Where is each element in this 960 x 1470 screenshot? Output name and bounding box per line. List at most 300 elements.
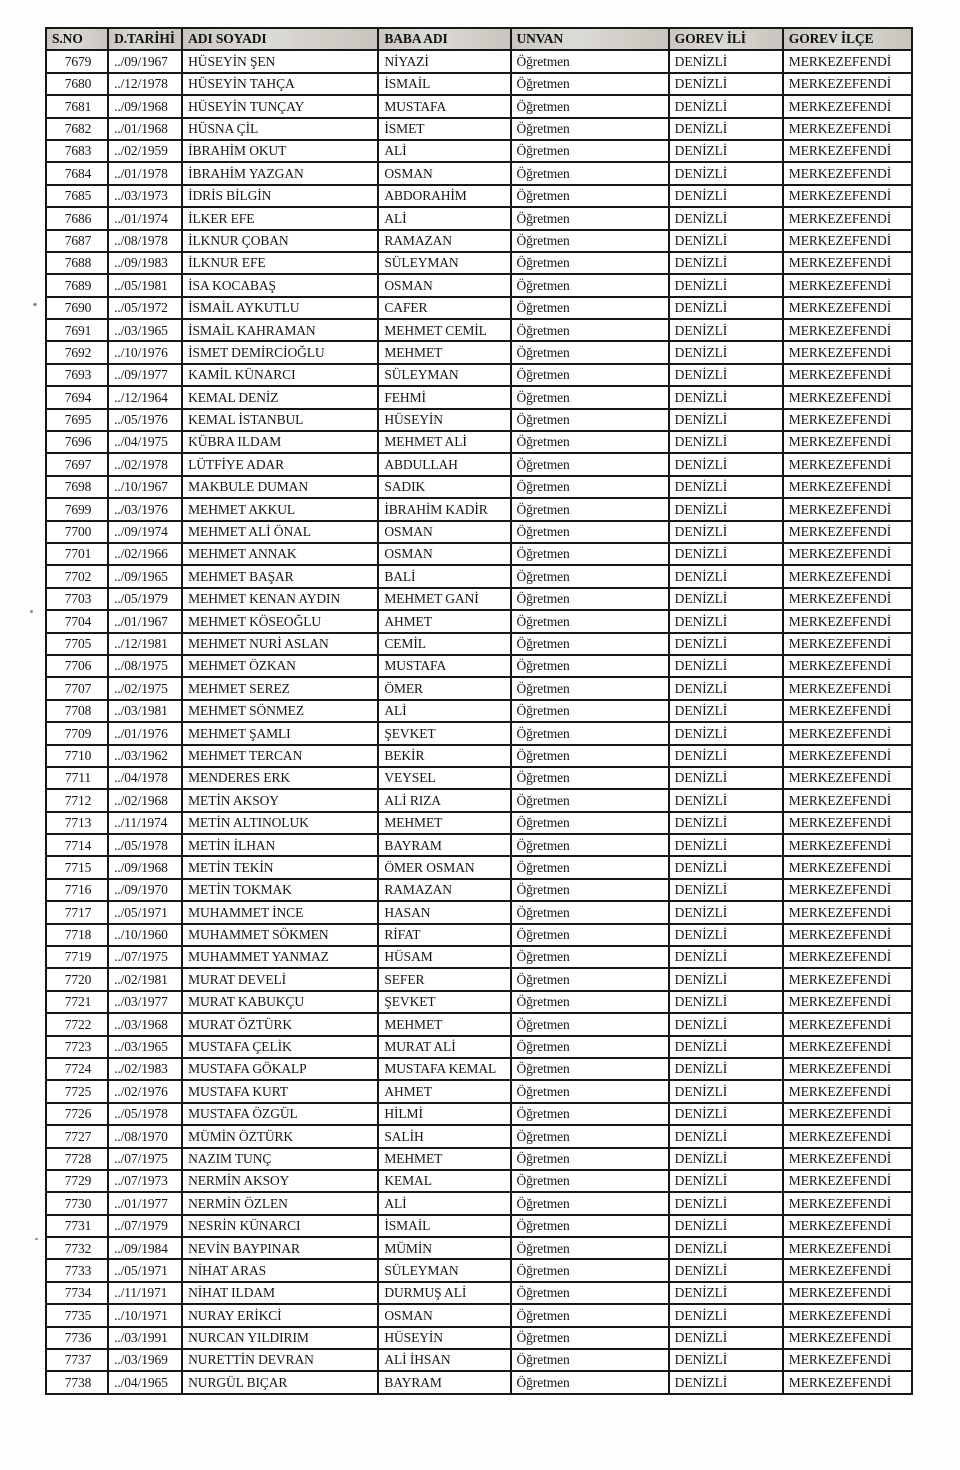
cell-baba_adi: HÜSEYİN [378,1327,510,1349]
cell-gorev_ili: DENİZLİ [669,364,783,386]
cell-dtarihi: ../08/1978 [108,230,182,252]
cell-baba_adi: RİFAT [378,924,510,946]
cell-adi_soyadi: HÜSEYİN TAHÇA [182,73,378,95]
cell-gorev_ili: DENİZLİ [669,140,783,162]
cell-adi_soyadi: MUSTAFA GÖKALP [182,1058,378,1080]
cell-unvan: Öğretmen [511,207,669,229]
cell-unvan: Öğretmen [511,633,669,655]
cell-unvan: Öğretmen [511,476,669,498]
cell-unvan: Öğretmen [511,677,669,699]
cell-gorev_ilce: MERKEZEFENDİ [783,476,912,498]
cell-gorev_ilce: MERKEZEFENDİ [783,610,912,632]
cell-gorev_ili: DENİZLİ [669,1304,783,1326]
cell-unvan: Öğretmen [511,386,669,408]
cell-unvan: Öğretmen [511,1170,669,1192]
cell-sno: 7704 [46,610,108,632]
cell-dtarihi: ../04/1965 [108,1371,182,1393]
cell-unvan: Öğretmen [511,1282,669,1304]
cell-gorev_ili: DENİZLİ [669,1013,783,1035]
table-row [46,498,912,520]
cell-gorev_ili: DENİZLİ [669,207,783,229]
cell-baba_adi: İSMET [378,118,510,140]
table-row [46,1148,912,1170]
cell-adi_soyadi: MEHMET AKKUL [182,498,378,520]
cell-gorev_ili: DENİZLİ [669,1058,783,1080]
table-row [46,50,912,72]
cell-adi_soyadi: MAKBULE DUMAN [182,476,378,498]
cell-gorev_ili: DENİZLİ [669,1170,783,1192]
table-row [46,1103,912,1125]
cell-dtarihi: ../03/1981 [108,700,182,722]
cell-sno: 7716 [46,879,108,901]
cell-sno: 7689 [46,274,108,296]
cell-sno: 7710 [46,745,108,767]
cell-adi_soyadi: NURCAN YILDIRIM [182,1327,378,1349]
cell-sno: 7718 [46,924,108,946]
cell-baba_adi: OSMAN [378,543,510,565]
cell-dtarihi: ../02/1976 [108,1080,182,1102]
cell-gorev_ili: DENİZLİ [669,633,783,655]
cell-dtarihi: ../03/1977 [108,991,182,1013]
cell-dtarihi: ../09/1965 [108,565,182,587]
cell-baba_adi: MUSTAFA KEMAL [378,1058,510,1080]
cell-gorev_ili: DENİZLİ [669,1125,783,1147]
column-header-gorev_ili: GOREV İLİ [669,28,783,50]
table-row [46,118,912,140]
cell-gorev_ili: DENİZLİ [669,1192,783,1214]
cell-adi_soyadi: MEHMET ŞAMLI [182,722,378,744]
cell-unvan: Öğretmen [511,856,669,878]
cell-gorev_ilce: MERKEZEFENDİ [783,50,912,72]
cell-unvan: Öğretmen [511,655,669,677]
cell-adi_soyadi: İBRAHİM YAZGAN [182,162,378,184]
table-row [46,834,912,856]
cell-baba_adi: ŞEVKET [378,722,510,744]
cell-gorev_ilce: MERKEZEFENDİ [783,319,912,341]
cell-gorev_ilce: MERKEZEFENDİ [783,140,912,162]
cell-baba_adi: MEHMET [378,1013,510,1035]
table-row [46,700,912,722]
cell-gorev_ili: DENİZLİ [669,767,783,789]
cell-unvan: Öğretmen [511,1237,669,1259]
cell-baba_adi: RAMAZAN [378,879,510,901]
cell-gorev_ilce: MERKEZEFENDİ [783,1215,912,1237]
cell-unvan: Öğretmen [511,1304,669,1326]
cell-adi_soyadi: NİHAT ARAS [182,1259,378,1281]
cell-dtarihi: ../11/1974 [108,812,182,834]
cell-baba_adi: OSMAN [378,274,510,296]
cell-adi_soyadi: İSMAİL KAHRAMAN [182,319,378,341]
cell-adi_soyadi: MEHMET SÖNMEZ [182,700,378,722]
table-row [46,341,912,363]
cell-adi_soyadi: HÜSNA ÇİL [182,118,378,140]
cell-baba_adi: İSMAİL [378,1215,510,1237]
cell-gorev_ili: DENİZLİ [669,95,783,117]
cell-gorev_ilce: MERKEZEFENDİ [783,1080,912,1102]
cell-gorev_ili: DENİZLİ [669,230,783,252]
cell-adi_soyadi: İLKER EFE [182,207,378,229]
cell-sno: 7687 [46,230,108,252]
cell-unvan: Öğretmen [511,991,669,1013]
column-header-dtarihi: D.TARİHİ [108,28,182,50]
cell-unvan: Öğretmen [511,1215,669,1237]
cell-gorev_ili: DENİZLİ [669,274,783,296]
table-row [46,1080,912,1102]
table-row [46,476,912,498]
cell-baba_adi: ŞEVKET [378,991,510,1013]
cell-baba_adi: HÜSAM [378,946,510,968]
cell-sno: 7737 [46,1349,108,1371]
cell-gorev_ili: DENİZLİ [669,789,783,811]
cell-dtarihi: ../10/1971 [108,1304,182,1326]
cell-gorev_ilce: MERKEZEFENDİ [783,677,912,699]
cell-dtarihi: ../08/1970 [108,1125,182,1147]
table-row [46,633,912,655]
table-row [46,162,912,184]
cell-sno: 7698 [46,476,108,498]
cell-sno: 7694 [46,386,108,408]
cell-unvan: Öğretmen [511,812,669,834]
scan-artifact [33,303,37,306]
cell-dtarihi: ../02/1968 [108,789,182,811]
cell-sno: 7712 [46,789,108,811]
cell-gorev_ilce: MERKEZEFENDİ [783,1282,912,1304]
cell-gorev_ili: DENİZLİ [669,453,783,475]
table-row [46,543,912,565]
table-row [46,1058,912,1080]
cell-unvan: Öğretmen [511,498,669,520]
cell-gorev_ilce: MERKEZEFENDİ [783,700,912,722]
cell-sno: 7700 [46,521,108,543]
cell-baba_adi: ALİ [378,700,510,722]
cell-gorev_ili: DENİZLİ [669,319,783,341]
cell-unvan: Öğretmen [511,1371,669,1393]
cell-dtarihi: ../09/1967 [108,50,182,72]
cell-sno: 7724 [46,1058,108,1080]
cell-gorev_ili: DENİZLİ [669,431,783,453]
cell-baba_adi: ALİ [378,207,510,229]
cell-gorev_ilce: MERKEZEFENDİ [783,789,912,811]
cell-adi_soyadi: İBRAHİM OKUT [182,140,378,162]
table-row [46,1349,912,1371]
cell-gorev_ili: DENİZLİ [669,73,783,95]
cell-baba_adi: MUSTAFA [378,95,510,117]
cell-sno: 7717 [46,901,108,923]
cell-sno: 7699 [46,498,108,520]
cell-dtarihi: ../07/1975 [108,1148,182,1170]
table-row [46,1192,912,1214]
cell-gorev_ili: DENİZLİ [669,655,783,677]
cell-sno: 7690 [46,297,108,319]
cell-unvan: Öğretmen [511,1013,669,1035]
table-row [46,95,912,117]
table-header [46,28,912,50]
cell-gorev_ili: DENİZLİ [669,722,783,744]
cell-gorev_ilce: MERKEZEFENDİ [783,655,912,677]
cell-dtarihi: ../09/1970 [108,879,182,901]
cell-unvan: Öğretmen [511,767,669,789]
cell-gorev_ilce: MERKEZEFENDİ [783,1013,912,1035]
cell-gorev_ilce: MERKEZEFENDİ [783,1103,912,1125]
cell-gorev_ili: DENİZLİ [669,991,783,1013]
cell-baba_adi: MUSTAFA [378,655,510,677]
table-row [46,812,912,834]
cell-gorev_ili: DENİZLİ [669,50,783,72]
cell-adi_soyadi: NİHAT ILDAM [182,1282,378,1304]
cell-baba_adi: MEHMET GANİ [378,588,510,610]
cell-adi_soyadi: NESRİN KÜNARCI [182,1215,378,1237]
cell-gorev_ilce: MERKEZEFENDİ [783,588,912,610]
cell-adi_soyadi: İLKNUR ÇOBAN [182,230,378,252]
cell-dtarihi: ../03/1962 [108,745,182,767]
cell-dtarihi: ../04/1978 [108,767,182,789]
table-row [46,274,912,296]
cell-sno: 7680 [46,73,108,95]
cell-sno: 7683 [46,140,108,162]
cell-baba_adi: ÖMER [378,677,510,699]
cell-gorev_ilce: MERKEZEFENDİ [783,498,912,520]
cell-unvan: Öğretmen [511,140,669,162]
cell-sno: 7733 [46,1259,108,1281]
table-row [46,745,912,767]
cell-sno: 7681 [46,95,108,117]
cell-dtarihi: ../02/1959 [108,140,182,162]
cell-sno: 7685 [46,185,108,207]
cell-baba_adi: SALİH [378,1125,510,1147]
cell-unvan: Öğretmen [511,1103,669,1125]
table-row [46,252,912,274]
cell-dtarihi: ../01/1967 [108,610,182,632]
cell-baba_adi: KEMAL [378,1170,510,1192]
cell-dtarihi: ../12/1964 [108,386,182,408]
cell-gorev_ili: DENİZLİ [669,162,783,184]
cell-gorev_ilce: MERKEZEFENDİ [783,1170,912,1192]
cell-dtarihi: ../03/1968 [108,1013,182,1035]
cell-gorev_ilce: MERKEZEFENDİ [783,1036,912,1058]
cell-gorev_ili: DENİZLİ [669,1215,783,1237]
cell-baba_adi: ABDORAHİM [378,185,510,207]
table-row [46,1327,912,1349]
table-row [46,1125,912,1147]
cell-dtarihi: ../05/1979 [108,588,182,610]
cell-sno: 7696 [46,431,108,453]
cell-dtarihi: ../10/1960 [108,924,182,946]
cell-sno: 7702 [46,565,108,587]
cell-gorev_ili: DENİZLİ [669,185,783,207]
cell-gorev_ilce: MERKEZEFENDİ [783,1304,912,1326]
cell-gorev_ilce: MERKEZEFENDİ [783,386,912,408]
cell-dtarihi: ../09/1983 [108,252,182,274]
cell-gorev_ilce: MERKEZEFENDİ [783,1237,912,1259]
cell-baba_adi: AHMET [378,1080,510,1102]
cell-adi_soyadi: KEMAL DENİZ [182,386,378,408]
cell-gorev_ilce: MERKEZEFENDİ [783,230,912,252]
cell-gorev_ilce: MERKEZEFENDİ [783,364,912,386]
cell-unvan: Öğretmen [511,341,669,363]
cell-dtarihi: ../03/1969 [108,1349,182,1371]
cell-gorev_ili: DENİZLİ [669,946,783,968]
cell-adi_soyadi: MENDERES ERK [182,767,378,789]
cell-baba_adi: BEKİR [378,745,510,767]
table-row [46,1036,912,1058]
cell-adi_soyadi: METİN AKSOY [182,789,378,811]
cell-gorev_ili: DENİZLİ [669,297,783,319]
cell-gorev_ilce: MERKEZEFENDİ [783,118,912,140]
cell-adi_soyadi: METİN TOKMAK [182,879,378,901]
cell-sno: 7730 [46,1192,108,1214]
table-row [46,73,912,95]
cell-gorev_ili: DENİZLİ [669,543,783,565]
cell-gorev_ilce: MERKEZEFENDİ [783,521,912,543]
cell-gorev_ili: DENİZLİ [669,476,783,498]
cell-sno: 7725 [46,1080,108,1102]
cell-unvan: Öğretmen [511,453,669,475]
cell-unvan: Öğretmen [511,118,669,140]
column-header-adi_soyadi: ADI SOYADI [182,28,378,50]
cell-baba_adi: SEFER [378,968,510,990]
cell-dtarihi: ../05/1971 [108,901,182,923]
cell-gorev_ilce: MERKEZEFENDİ [783,834,912,856]
cell-gorev_ili: DENİZLİ [669,879,783,901]
cell-gorev_ili: DENİZLİ [669,1036,783,1058]
cell-gorev_ili: DENİZLİ [669,834,783,856]
cell-adi_soyadi: HÜSEYİN TUNÇAY [182,95,378,117]
cell-sno: 7729 [46,1170,108,1192]
cell-unvan: Öğretmen [511,901,669,923]
cell-gorev_ilce: MERKEZEFENDİ [783,1058,912,1080]
cell-baba_adi: HÜSEYİN [378,409,510,431]
cell-adi_soyadi: MUSTAFA ÖZGÜL [182,1103,378,1125]
table-row [46,610,912,632]
cell-gorev_ilce: MERKEZEFENDİ [783,453,912,475]
cell-dtarihi: ../02/1966 [108,543,182,565]
table-row [46,677,912,699]
cell-gorev_ilce: MERKEZEFENDİ [783,431,912,453]
cell-sno: 7722 [46,1013,108,1035]
cell-dtarihi: ../07/1973 [108,1170,182,1192]
table-row [46,588,912,610]
cell-unvan: Öğretmen [511,789,669,811]
cell-gorev_ilce: MERKEZEFENDİ [783,1148,912,1170]
cell-baba_adi: ALİ RIZA [378,789,510,811]
cell-dtarihi: ../09/1968 [108,95,182,117]
cell-unvan: Öğretmen [511,73,669,95]
cell-gorev_ili: DENİZLİ [669,856,783,878]
cell-sno: 7723 [46,1036,108,1058]
cell-unvan: Öğretmen [511,968,669,990]
cell-gorev_ilce: MERKEZEFENDİ [783,409,912,431]
cell-gorev_ili: DENİZLİ [669,1080,783,1102]
cell-unvan: Öğretmen [511,297,669,319]
table-row [46,565,912,587]
cell-dtarihi: ../01/1977 [108,1192,182,1214]
cell-adi_soyadi: METİN ALTINOLUK [182,812,378,834]
cell-dtarihi: ../01/1974 [108,207,182,229]
cell-baba_adi: SÜLEYMAN [378,252,510,274]
table-row [46,207,912,229]
cell-baba_adi: OSMAN [378,162,510,184]
table-row [46,767,912,789]
cell-sno: 7731 [46,1215,108,1237]
table-row [46,140,912,162]
cell-gorev_ili: DENİZLİ [669,924,783,946]
cell-unvan: Öğretmen [511,319,669,341]
table-row [46,946,912,968]
cell-baba_adi: MEHMET [378,1148,510,1170]
cell-gorev_ili: DENİZLİ [669,1349,783,1371]
cell-sno: 7721 [46,991,108,1013]
cell-gorev_ili: DENİZLİ [669,677,783,699]
table-row [46,1282,912,1304]
cell-sno: 7686 [46,207,108,229]
cell-baba_adi: MEHMET ALİ [378,431,510,453]
cell-gorev_ilce: MERKEZEFENDİ [783,633,912,655]
cell-sno: 7726 [46,1103,108,1125]
cell-gorev_ilce: MERKEZEFENDİ [783,565,912,587]
cell-sno: 7679 [46,50,108,72]
cell-gorev_ilce: MERKEZEFENDİ [783,946,912,968]
cell-unvan: Öğretmen [511,185,669,207]
cell-baba_adi: ALİ [378,140,510,162]
cell-unvan: Öğretmen [511,834,669,856]
table-row [46,968,912,990]
cell-baba_adi: ALİ [378,1192,510,1214]
cell-adi_soyadi: MEHMET TERCAN [182,745,378,767]
cell-sno: 7736 [46,1327,108,1349]
cell-unvan: Öğretmen [511,1192,669,1214]
cell-gorev_ilce: MERKEZEFENDİ [783,185,912,207]
cell-adi_soyadi: İSA KOCABAŞ [182,274,378,296]
cell-baba_adi: İBRAHİM KADİR [378,498,510,520]
cell-dtarihi: ../05/1978 [108,1103,182,1125]
cell-sno: 7692 [46,341,108,363]
cell-gorev_ili: DENİZLİ [669,901,783,923]
cell-baba_adi: CEMİL [378,633,510,655]
cell-dtarihi: ../01/1976 [108,722,182,744]
cell-baba_adi: NİYAZİ [378,50,510,72]
cell-gorev_ili: DENİZLİ [669,521,783,543]
cell-baba_adi: MEHMET [378,812,510,834]
table-row [46,185,912,207]
cell-adi_soyadi: MEHMET ÖZKAN [182,655,378,677]
cell-adi_soyadi: METİN TEKİN [182,856,378,878]
cell-adi_soyadi: MEHMET KÖSEOĞLU [182,610,378,632]
cell-gorev_ilce: MERKEZEFENDİ [783,1192,912,1214]
cell-gorev_ilce: MERKEZEFENDİ [783,722,912,744]
cell-sno: 7693 [46,364,108,386]
cell-gorev_ili: DENİZLİ [669,588,783,610]
column-header-unvan: UNVAN [511,28,669,50]
cell-dtarihi: ../10/1967 [108,476,182,498]
cell-gorev_ilce: MERKEZEFENDİ [783,297,912,319]
cell-baba_adi: CAFER [378,297,510,319]
cell-gorev_ilce: MERKEZEFENDİ [783,95,912,117]
cell-sno: 7682 [46,118,108,140]
cell-sno: 7713 [46,812,108,834]
cell-adi_soyadi: MUHAMMET SÖKMEN [182,924,378,946]
cell-adi_soyadi: MURAT DEVELİ [182,968,378,990]
cell-dtarihi: ../01/1978 [108,162,182,184]
cell-unvan: Öğretmen [511,1327,669,1349]
table-row [46,1013,912,1035]
cell-dtarihi: ../02/1975 [108,677,182,699]
cell-gorev_ili: DENİZLİ [669,1327,783,1349]
cell-adi_soyadi: MEHMET SEREZ [182,677,378,699]
column-header-baba_adi: BABA ADI [378,28,510,50]
cell-sno: 7719 [46,946,108,968]
cell-adi_soyadi: MUSTAFA KURT [182,1080,378,1102]
cell-dtarihi: ../10/1976 [108,341,182,363]
